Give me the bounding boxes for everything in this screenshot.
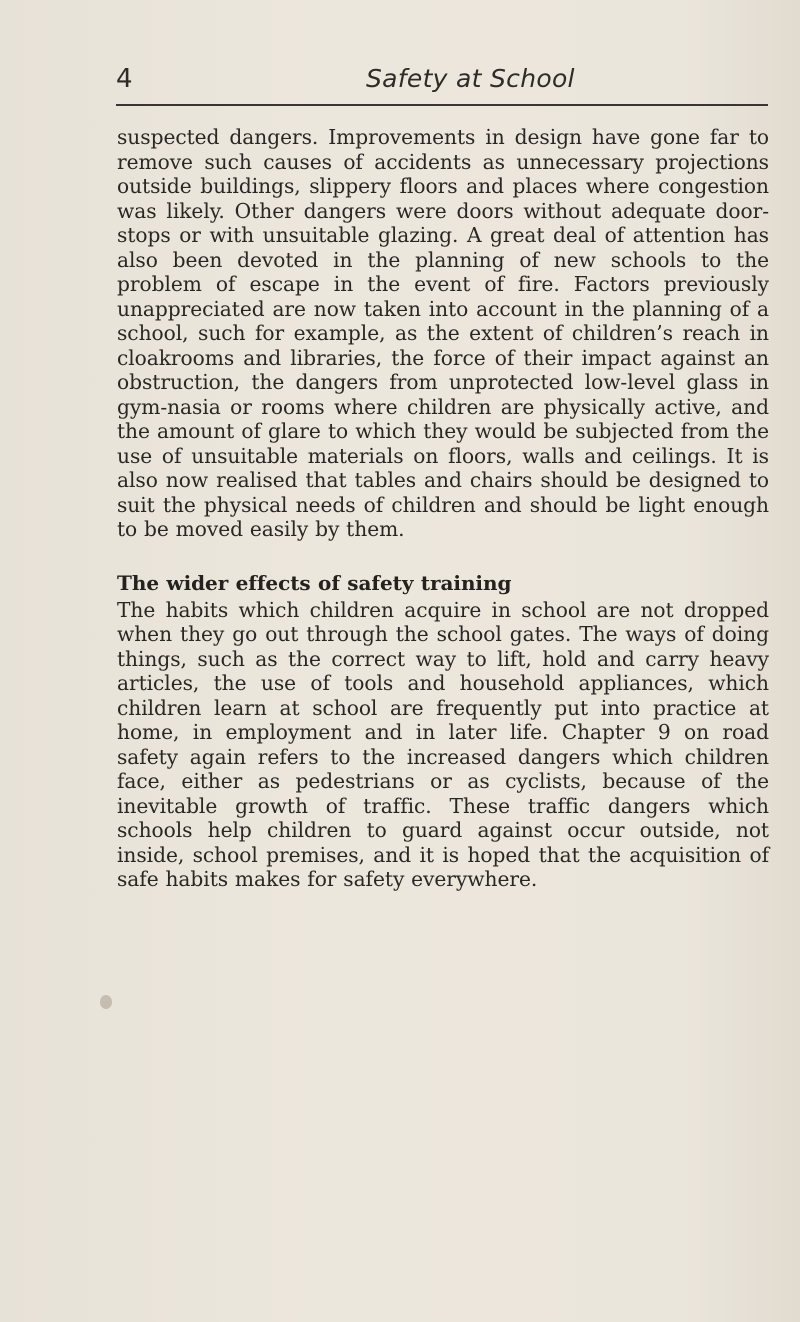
paragraph-continuation: suspected dangers. Improvements in design have gone far to remove such causes of accidents as unnecessary projections outside buildings, slippery floors and places where congestion was likely. Other dangers were doors without adequate door-stops or with unsuitable glazing. A great deal of attention has also been devoted in the planning of new schools to the problem of escape in the event of fire. Factors previously unappreciated are now taken into account in the planning of a school, such for example, as the extent of children’s reach in cloakrooms and libraries, the force of their impact against an obstruction, the dangers from unprotected low-level glass in gym-nasia or rooms where children are physically active, and the amount of glare to which they would be subjected from the use of unsuitable materials on floors, walls and ceilings. It is also now realised that tables and chairs should be designed to suit the physical needs of children and should be light enough to be moved easily by them. (117, 125, 769, 541)
running-head (116, 64, 768, 106)
paragraph-wider-effects: The habits which children acquire in school are not dropped when they go out through the school gates. The ways of doing things, such as the correct way to lift, hold and carry heavy articles, the use of tools and household appliances, which children learn at school are frequently put into practice at home, in employment and in later life. Chapter 9 on road safety again refers to the increased dangers which children face, either as pedestrians or as cyclists, because of the inevitable growth of traffic. These traffic dangers which schools help children to guard against occur outside, not inside, school premises, and it is hoped that the acquisition of safe habits makes for safety everywhere. (117, 597, 769, 891)
ink-smudge-mark (100, 995, 112, 1009)
running-head-title: Safety at School (366, 64, 575, 93)
page-number: 4 (116, 64, 133, 94)
section-heading: The wider effects of safety training (117, 570, 512, 595)
body-text (117, 125, 769, 892)
